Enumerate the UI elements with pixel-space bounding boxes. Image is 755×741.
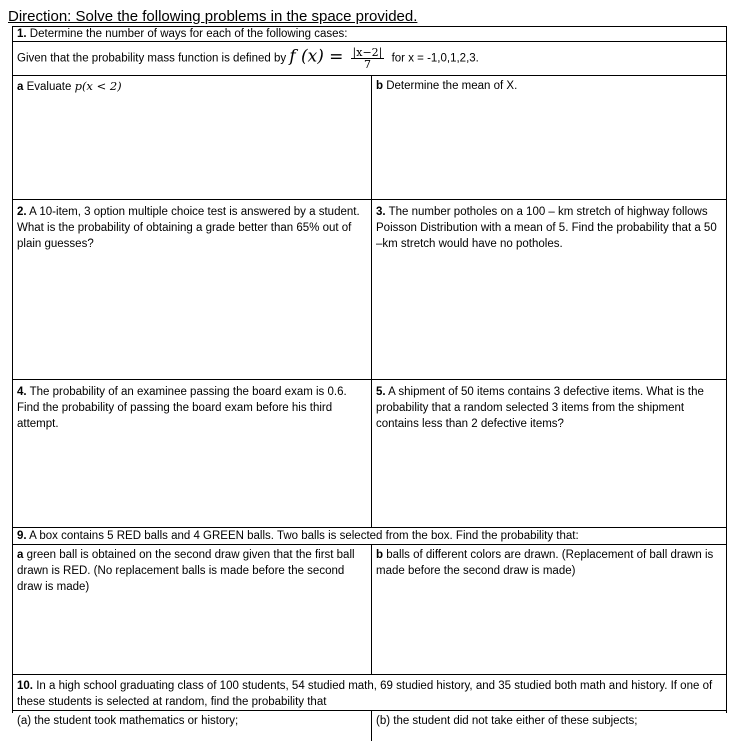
- q10a-cell[interactable]: [13, 711, 372, 741]
- q1-given: [13, 42, 726, 75]
- q2-cell[interactable]: [13, 200, 372, 379]
- q1-heading: [13, 27, 726, 41]
- q4-q5-row: [13, 380, 726, 528]
- q1-denominator: 7: [363, 58, 371, 71]
- q9b-text: balls of different colors are drawn. (Replacement of ball drawn is made before the second draw is made): [376, 549, 714, 577]
- q10-heading: [13, 675, 726, 710]
- q4-number: 4.: [17, 386, 27, 398]
- q9a-label: a: [17, 549, 24, 561]
- q9-heading-row: [13, 528, 726, 545]
- q1-numerator: |x−2|: [352, 46, 383, 59]
- q2-number: 2.: [17, 206, 27, 218]
- q9-heading: [13, 528, 726, 544]
- q3-text: The number potholes on a 100 – km stretch of highway follows Poisson Distribution with a mean of 5. Find the probability that a 50 –km stretch would have no potholes.: [376, 206, 717, 250]
- q1-domain: for x = -1,0,1,2,3.: [391, 52, 479, 65]
- q1b-cell[interactable]: [372, 76, 726, 199]
- q9-heading-text: A box contains 5 RED balls and 4 GREEN balls. Two balls is selected from the box. Find the probability that:: [29, 530, 579, 542]
- q10b-cell[interactable]: [372, 711, 726, 741]
- q1b-text: Determine the mean of X.: [386, 80, 518, 92]
- q1-given-row: [13, 42, 726, 76]
- q10-heading-text: In a high school graduating class of 100 students, 54 studied math, 69 studied history, and 35 studied both math and history. If one of these students is selected at random, find the probability that: [17, 680, 713, 708]
- q3-cell[interactable]: [372, 200, 726, 379]
- q5-number: 5.: [376, 386, 386, 398]
- q1-given-text: Given that the probability mass function is defined by: [17, 52, 287, 65]
- q1-number: 1.: [17, 28, 27, 40]
- q1-heading-text: Determine the number of ways for each of the following cases:: [29, 28, 348, 40]
- q1-heading-row: [13, 27, 726, 42]
- q10-number: 10.: [17, 680, 33, 692]
- q10b-text: (b) the student did not take either of these subjects;: [376, 715, 638, 727]
- q9b-cell[interactable]: [372, 545, 726, 674]
- q1a-label: a: [17, 81, 24, 93]
- q5-text: A shipment of 50 items contains 3 defective items. What is the probability that a random selected 3 items from the shipment contains less than 2 defective items?: [376, 386, 704, 430]
- q1b-label: b: [376, 80, 384, 92]
- q10-heading-row: [13, 675, 726, 711]
- q1-function-name: f (x): [289, 46, 324, 67]
- q9a-text: green ball is obtained on the second draw given that the first ball drawn is RED. (No replacement balls is made before the second draw is made): [17, 549, 355, 593]
- q9a-cell[interactable]: [13, 545, 372, 674]
- q1a-text: Evaluate: [26, 81, 72, 93]
- q1a-expression: p(x < 2): [74, 79, 122, 93]
- q9-answer-row: [13, 545, 726, 675]
- q5-cell[interactable]: [372, 380, 726, 527]
- q10a-text: (a) the student took mathematics or history;: [17, 715, 239, 727]
- q10-answer-row: [13, 711, 726, 741]
- direction-text: Direction: Solve the following problems in the space provided.: [8, 8, 418, 25]
- q2-q3-row: [13, 200, 726, 380]
- q1-equals: =: [329, 46, 344, 67]
- q4-text: The probability of an examinee passing the board exam is 0.6. Find the probability of passing the board exam before his third attempt.: [17, 386, 347, 430]
- q2-text: A 10-item, 3 option multiple choice test is answered by a student. What is the probability of obtaining a grade better than 65% out of plain guesses?: [17, 206, 360, 250]
- worksheet-table: [12, 26, 727, 727]
- q4-cell[interactable]: [13, 380, 372, 527]
- q1-fraction: [351, 47, 385, 70]
- q1-answer-row: [13, 76, 726, 200]
- q1a-cell[interactable]: [13, 76, 372, 199]
- q9b-label: b: [376, 549, 384, 561]
- q3-number: 3.: [376, 206, 386, 218]
- q9-number: 9.: [17, 530, 27, 542]
